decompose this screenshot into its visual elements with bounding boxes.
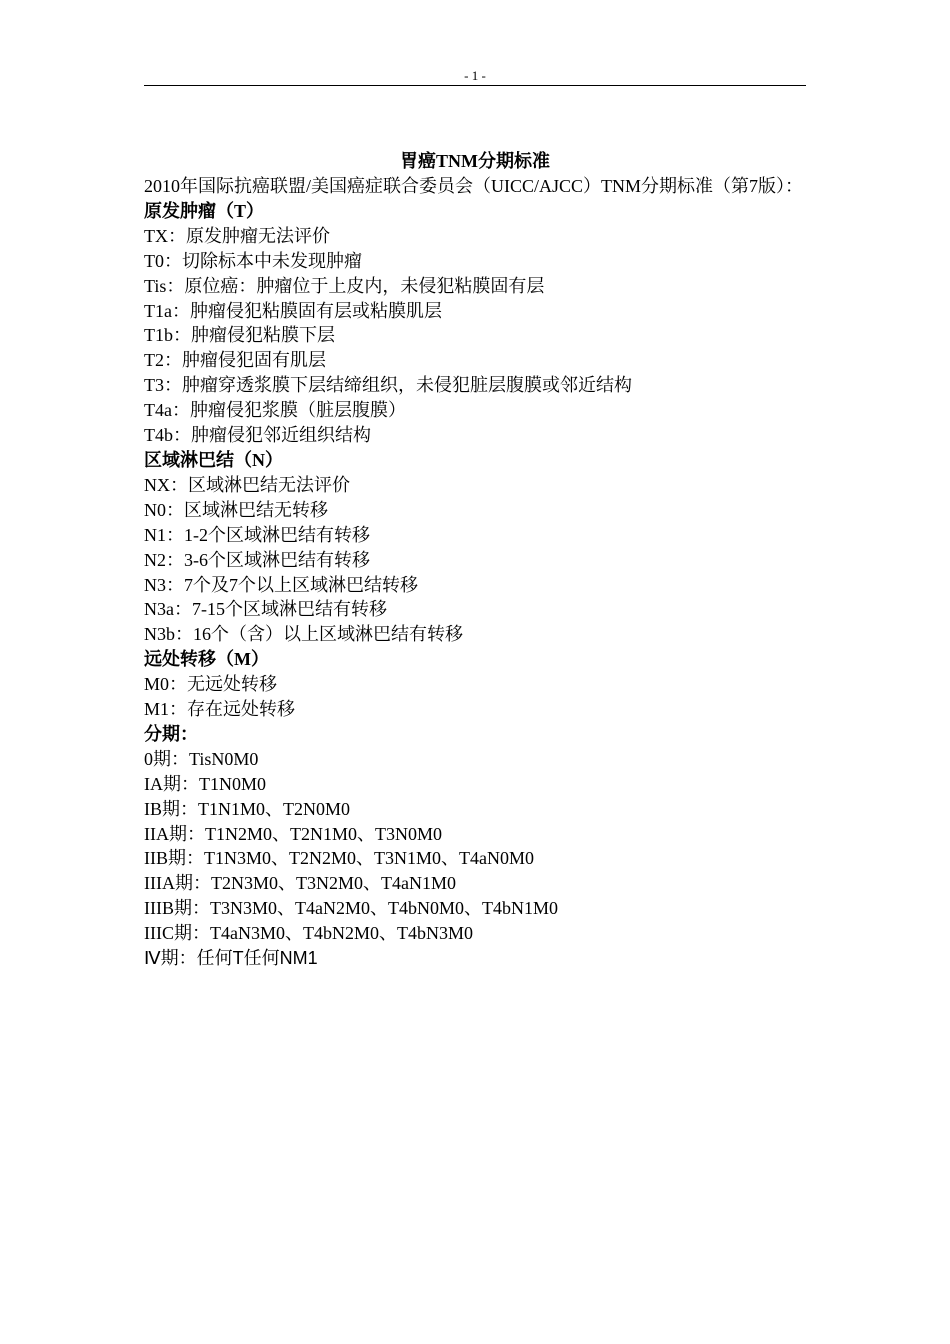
list-item: IIB期：T1N3M0、T2N2M0、T3N1M0、T4aN0M0 (144, 848, 534, 869)
list-item: TX：原发肿瘤无法评价 (144, 225, 330, 246)
section-heading-m: 远处转移（M） (144, 649, 269, 670)
header-rule (144, 85, 806, 86)
list-item: T1a：肿瘤侵犯粘膜固有层或粘膜肌层 (144, 300, 442, 321)
list-item: 0期：TisN0M0 (144, 748, 259, 769)
section-heading-t: 原发肿瘤（T） (144, 200, 265, 221)
list-item: N3b：16个（含）以上区域淋巴结有转移 (144, 624, 463, 645)
list-item: M0：无远处转移 (144, 674, 278, 695)
list-item: N1：1-2个区域淋巴结有转移 (144, 524, 370, 545)
list-item: T3：肿瘤穿透浆膜下层结缔组织，未侵犯脏层腹膜或邻近结构 (144, 375, 632, 396)
list-item: IIIA期：T2N3M0、T3N2M0、T4aN1M0 (144, 873, 456, 894)
list-item: N0：区域淋巴结无转移 (144, 499, 328, 520)
list-item: Ⅳ期：任何T任何NM1 (144, 948, 318, 969)
list-item: T4b：肿瘤侵犯邻近组织结构 (144, 425, 371, 446)
list-item: IIA期：T1N2M0、T2N1M0、T3N0M0 (144, 823, 442, 844)
intro-paragraph: 2010年国际抗癌联盟/美国癌症联合委员会（UICC/AJCC）TNM分期标准（第7版）： (144, 176, 804, 196)
list-item: IA期：T1N0M0 (144, 773, 266, 794)
list-item: N2：3-6个区域淋巴结有转移 (144, 549, 370, 570)
list-item: T1b：肿瘤侵犯粘膜下层 (144, 325, 335, 346)
list-item: Tis：原位癌：肿瘤位于上皮内，未侵犯粘膜固有层 (144, 275, 545, 296)
document-title: 胃癌TNM分期标准 (400, 151, 550, 171)
section-heading-staging: 分期： (144, 723, 198, 744)
list-item: T4a：肿瘤侵犯浆膜（脏层腹膜） (144, 400, 406, 421)
document-body (144, 148, 806, 971)
list-item: N3：7个及7个以上区域淋巴结转移 (144, 574, 418, 595)
list-item: IIIC期：T4aN3M0、T4bN2M0、T4bN3M0 (144, 923, 473, 944)
page-number: - 1 - (464, 68, 486, 83)
list-item: IIIB期：T3N3M0、T4aN2M0、T4bN0M0、T4bN1M0 (144, 898, 558, 919)
list-item: T2：肿瘤侵犯固有肌层 (144, 350, 326, 371)
list-item: T0：切除标本中未发现肿瘤 (144, 250, 362, 271)
list-item: N3a：7-15个区域淋巴结有转移 (144, 599, 387, 620)
list-item: NX：区域淋巴结无法评价 (144, 474, 350, 495)
section-heading-n: 区域淋巴结（N） (144, 449, 283, 470)
list-item: IB期：T1N1M0、T2N0M0 (144, 798, 350, 819)
list-item: M1：存在远处转移 (144, 699, 296, 720)
